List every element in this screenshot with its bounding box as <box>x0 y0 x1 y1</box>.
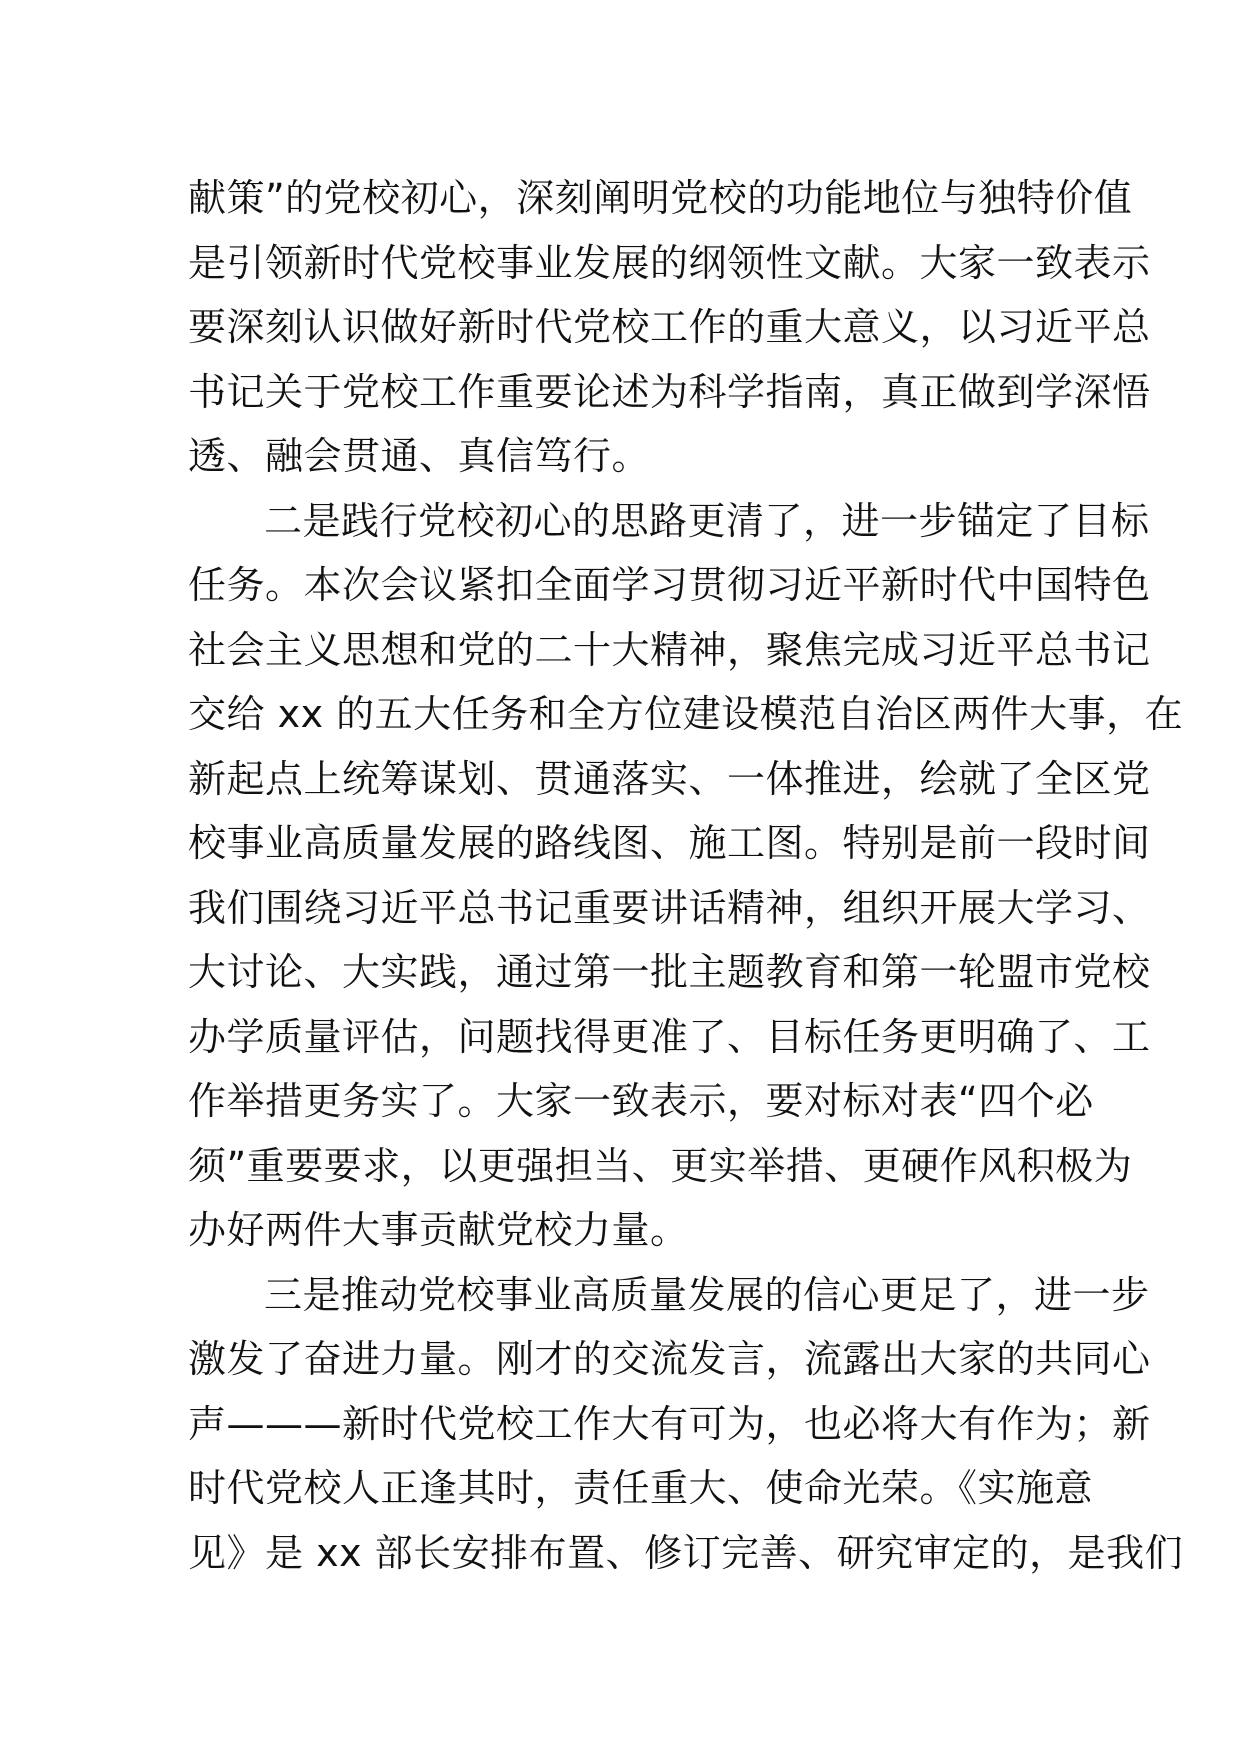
text-line: 献策”的党校初心，深刻阐明党校的功能地位与独特价值 <box>188 176 1133 220</box>
text-line: 办好两件大事贡献党校力量。 <box>188 1208 689 1252</box>
paragraph-start-line: 三是推动党校事业高质量发展的信心更足了，进一步 <box>264 1272 1150 1317</box>
text-line: 社会主义思想和党的二十大精神，聚焦完成习近平总书记 <box>188 627 1151 672</box>
text-line: 办学质量评估，问题找得更准了、目标任务更明确了、工 <box>188 1014 1151 1059</box>
text-line: 新起点上统筹谋划、贯通落实、一体推进，绘就了全区党 <box>188 756 1151 801</box>
text-line: 我们围绕习近平总书记重要讲话精神，组织开展大学习、 <box>188 885 1151 930</box>
text-line: 是引领新时代党校事业发展的纲领性文献。大家一致表示 <box>188 240 1151 285</box>
text-line: 大讨论、大实践，通过第一批主题教育和第一轮盟市党校 <box>188 950 1151 994</box>
text-line: 作举措更务实了。大家一致表示，要对标对表“四个必 <box>188 1079 1094 1123</box>
body-text <box>188 166 1184 1585</box>
text-line: 激发了奋进力量。刚才的交流发言，流露出大家的共同心 <box>188 1337 1151 1381</box>
text-line: 任务。本次会议紧扣全面学习贯彻习近平新时代中国特色 <box>188 563 1151 607</box>
text-line: 校事业高质量发展的路线图、施工图。特别是前一段时间 <box>188 821 1151 865</box>
text-line: 见》是 xx 部长安排布置、修订完善、研究审定的，是我们 <box>188 1530 1184 1575</box>
text-line: 时代党校人正逢其时，责任重大、使命光荣。《实施意 <box>188 1466 1094 1510</box>
text-line: 须”重要要求，以更强担当、更实举措、更硬作风积极为 <box>188 1143 1133 1188</box>
text-line: 声———新时代党校工作大有可为，也必将大有作为；新 <box>188 1401 1151 1446</box>
text-line: 交给 xx 的五大任务和全方位建设模范自治区两件大事，在 <box>188 692 1184 736</box>
text-line: 书记关于党校工作重要论述为科学指南，真正做到学深悟 <box>188 369 1151 414</box>
text-line: 透、融会贯通、真信笃行。 <box>188 434 651 478</box>
paragraph-start-line: 二是践行党校初心的思路更清了，进一步锚定了目标 <box>264 498 1150 543</box>
text-line: 要深刻认识做好新时代党校工作的重大意义，以习近平总 <box>188 305 1151 349</box>
